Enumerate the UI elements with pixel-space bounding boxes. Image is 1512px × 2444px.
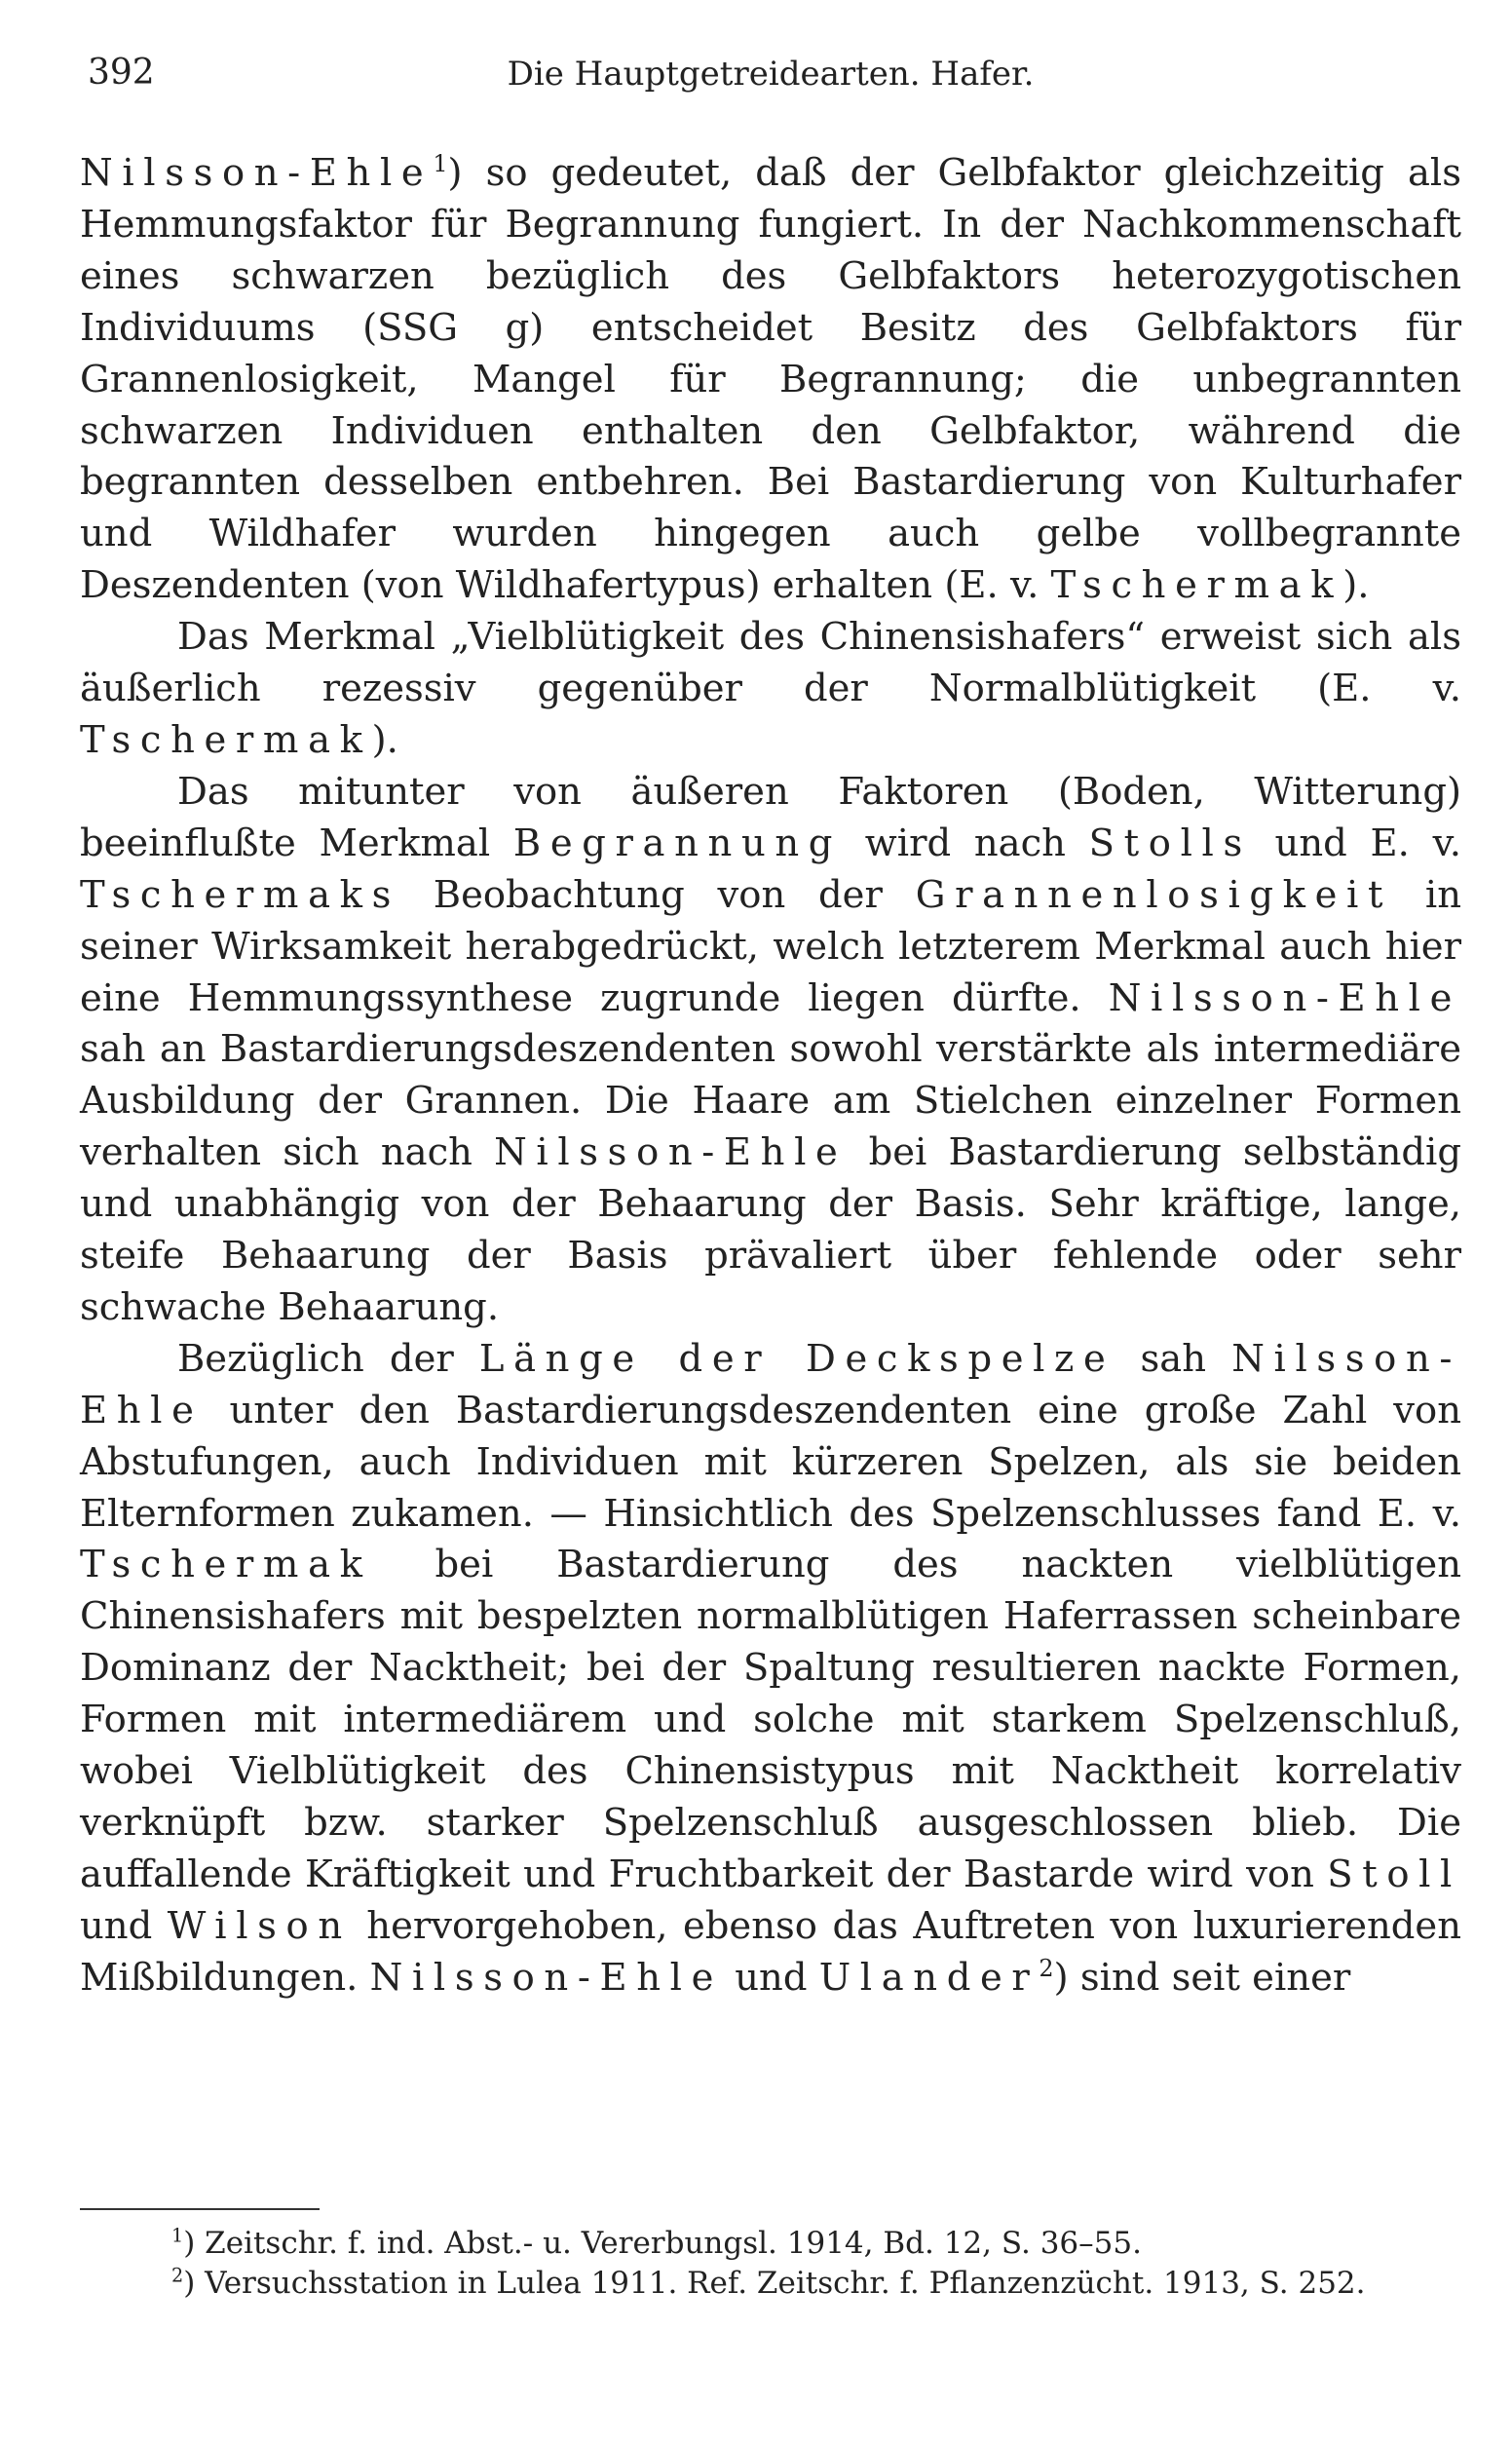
- footnotes: [80, 2224, 1461, 2304]
- footnote-reference: 2: [1039, 1954, 1054, 1982]
- text-segment: unter den Bastardierungsdeszendenten eine große Zahl von Abstufungen, auch Individuen mit kürzeren Spelzen, als sie beiden Elternformen zukamen. — Hinsichtlich des Spelzenschlusses fand E. v.: [80, 1388, 1461, 1536]
- text-segment: Beobachtung von der: [399, 872, 916, 917]
- spaced-name: Grannenlosigkeit: [915, 872, 1393, 917]
- spaced-name: Stolls: [1088, 821, 1252, 865]
- spaced-name: Nilsson-Ehle: [1108, 975, 1461, 1020]
- page-number: 392: [88, 53, 155, 93]
- spaced-name: Nilsson-Ehle: [369, 1955, 723, 2000]
- document-page: [80, 47, 1461, 2301]
- text-segment: sah an Bastardierungsdeszendenten sowohl verstärkte als intermediäre Ausbildung der Grannen. Die Haare am Stielchen einzelner Formen verhalten sich nach: [80, 1027, 1461, 1175]
- spaced-name: Wilson: [167, 1903, 352, 1948]
- spaced-name: Tschermak: [80, 1543, 372, 1587]
- footnote-text: ) Versuchsstation in Lulea 1911. Ref. Zeitschr. f. Pflanzenzücht. 1913, S. 252.: [183, 2266, 1366, 2301]
- text-segment: bei Bastardierung selbständig und unabhängig von der Behaarung der Basis. Sehr kräftige, lange, steife Behaarung der Basis prävaliert über fehlende oder sehr schwache Behaarung.: [80, 1130, 1461, 1329]
- text-segment: und: [722, 1955, 819, 2000]
- spaced-name: Stoll: [1327, 1852, 1461, 1896]
- text-segment: ) sind seit einer: [1053, 1955, 1351, 2000]
- footnote-reference: 1: [433, 150, 448, 178]
- footnote: [80, 2224, 1461, 2264]
- spaced-name: Nilsson-Ehle: [80, 1336, 1461, 1432]
- text-segment: Das Merkmal „Vielblütigkeit des Chinensishafers“ erweist sich als äußerlich rezessiv gegenüber der Normalblütigkeit (E. v.: [80, 615, 1461, 711]
- text-segment: sah: [1115, 1336, 1232, 1381]
- footnote-text: ) Zeitschr. f. ind. Abst.- u. Vererbungsl. 1914, Bd. 12, S. 36–55.: [183, 2226, 1142, 2261]
- footnote: [80, 2264, 1461, 2304]
- spaced-name: Ulander: [818, 1955, 1040, 2000]
- text-segment: und: [80, 1903, 168, 1948]
- text-segment: und E. v.: [1251, 821, 1461, 865]
- text-segment: wird nach: [842, 821, 1089, 865]
- text-segment: bei Bastardierung des nackten vielblütigen Chinensishafers mit bespelzten normalblütigen Haferrassen scheinbare Dominanz der Nacktheit; bei der Spaltung resultieren nackte Formen, Formen mit intermediärem und solche mit starkem Spelzenschluß, wobei Vielblütigkeit des Chinensistypus mit Nacktheit korrelativ verknüpft bzw. starker Spelzenschluß ausgeschlossen blieb. Die auffallende Kräftigkeit und Fruchtbarkeit der Bastarde wird von: [80, 1543, 1461, 1896]
- spaced-name: Tschermak: [1050, 563, 1343, 608]
- paragraph: [80, 1334, 1461, 2005]
- footnote-divider: [80, 2208, 320, 2210]
- text-segment: ).: [371, 717, 398, 762]
- paragraph: [80, 612, 1461, 767]
- text-segment: in seiner Wirksamkeit herabgedrückt, welch letzterem Merkmal auch hier eine Hemmungssynthese zugrunde liegen dürfte.: [80, 872, 1461, 1020]
- spaced-name: Begrannung: [512, 821, 843, 865]
- body-text: [80, 148, 1461, 2005]
- page-header: [80, 47, 1461, 101]
- footnote-marker: 1: [171, 2224, 184, 2247]
- paragraph: [80, 767, 1461, 1334]
- spaced-name: Länge der Deckspelze: [478, 1336, 1115, 1381]
- paragraph: [80, 148, 1461, 612]
- spaced-name: Tschermak: [80, 717, 372, 762]
- text-segment: hervorgehoben, ebenso das Auftreten von luxurierenden Mißbildungen.: [80, 1903, 1461, 2000]
- text-segment: ) so gedeutet, daß der Gelbfaktor gleichzeitig als Hemmungsfaktor für Begrannung fungiert. In der Nachkommenschaft eines schwarzen bezüglich des Gelbfaktors heterozygotischen Individuums (SSG g) entscheidet Besitz des Gelbfaktors für Grannenlosigkeit, Mangel für Begrannung; die unbegrannten schwarzen Individuen enthalten den Gelbfaktor, während die begrannten desselben entbehren. Bei Bastardierung von Kulturhafer und Wildhafer wurden hingegen auch gelbe vollbegrannte Deszendenten (von Wildhafertypus) erhalten (E. v.: [80, 151, 1461, 608]
- spaced-name: Tschermaks: [80, 872, 400, 917]
- text-segment: Das mitunter von äußeren Faktoren (Boden, Witterung) beeinflußte Merkmal: [80, 769, 1461, 865]
- spaced-name: Nilsson-Ehle: [80, 151, 434, 195]
- running-title: Die Hauptgetreidearten. Hafer.: [507, 55, 1035, 94]
- footnote-marker: 2: [171, 2264, 184, 2287]
- text-segment: Bezüglich der: [177, 1336, 479, 1381]
- text-segment: ).: [1342, 563, 1370, 608]
- spaced-name: Nilsson-Ehle: [494, 1130, 848, 1175]
